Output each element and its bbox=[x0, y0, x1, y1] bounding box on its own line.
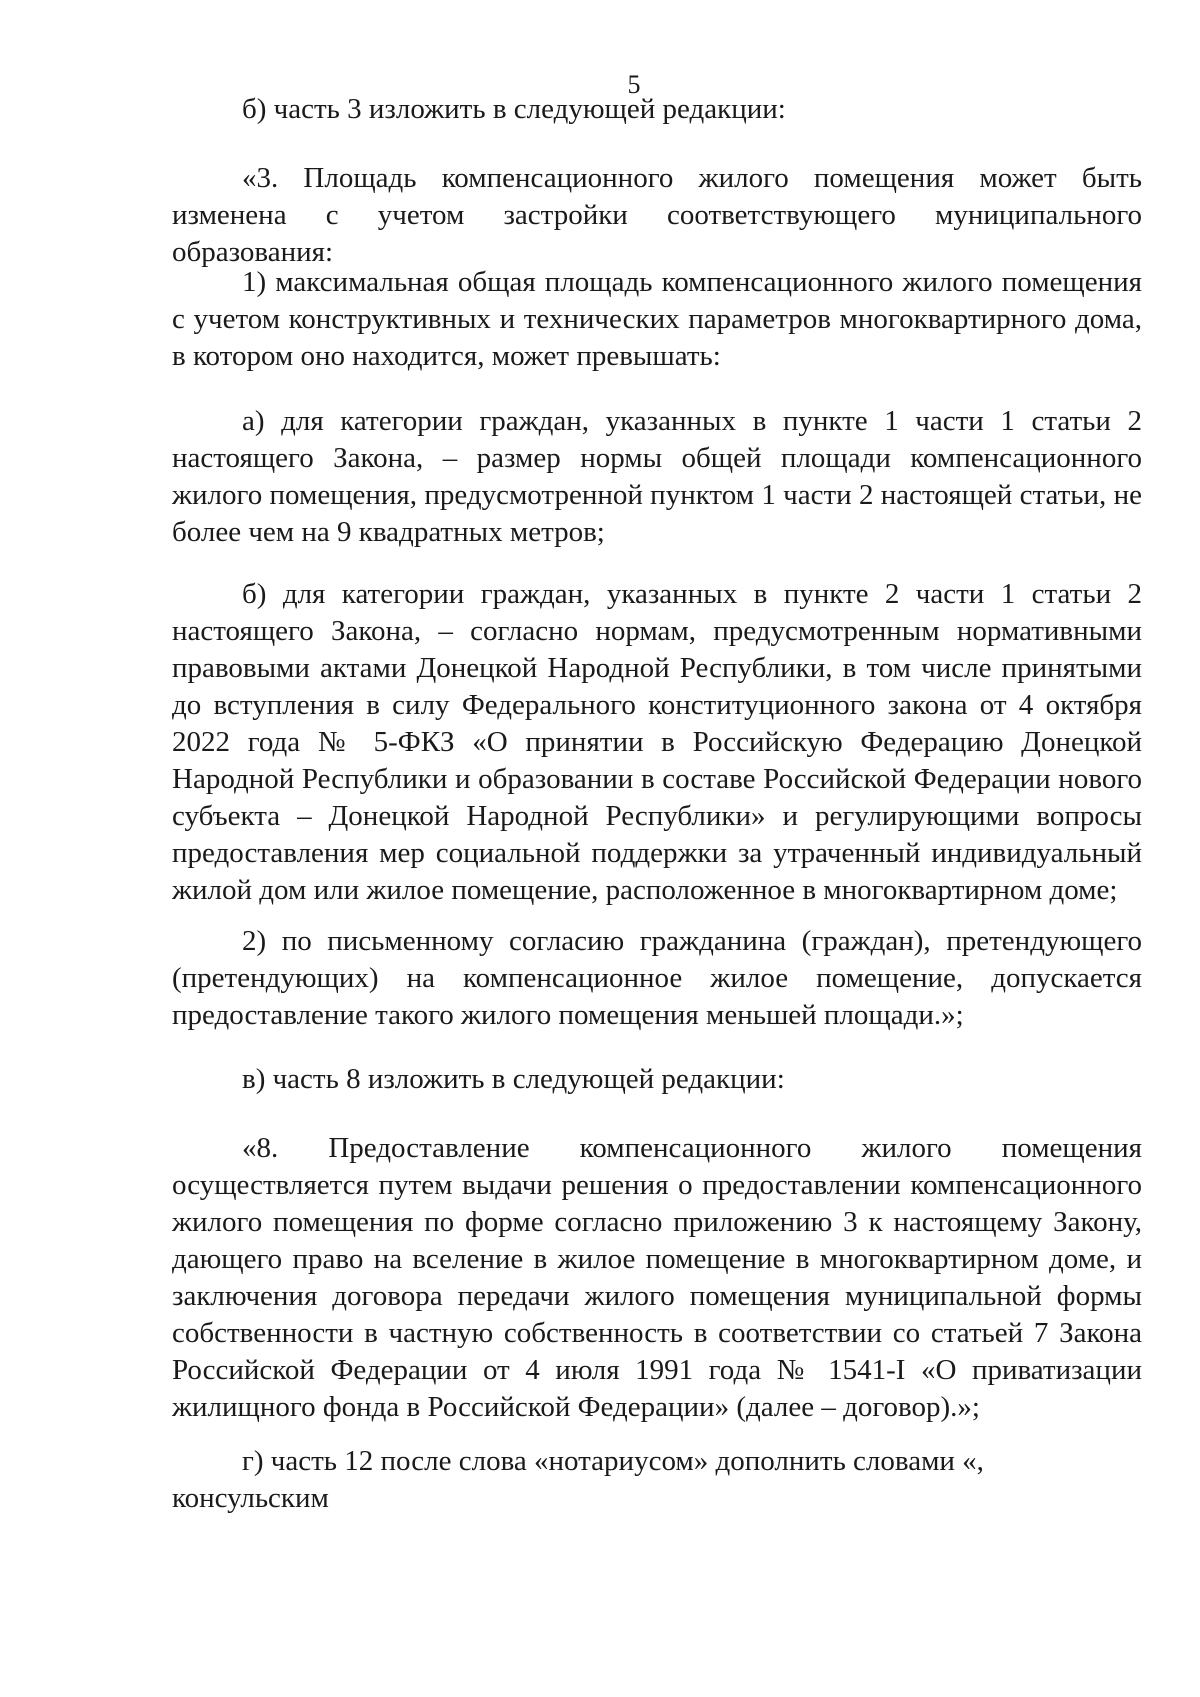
paragraph-item-1: 1) максимальная общая площадь компенсационного жилого помещения с учетом конструктивных и технических параметров многоквартирного дома, в котором оно находится, может превышать: bbox=[172, 266, 1142, 372]
paragraph-v-part8: в) часть 8 изложить в следующей редакции: bbox=[242, 1063, 785, 1095]
paragraph-item-a: а) для категории граждан, указанных в пункте 1 части 1 статьи 2 настоящего Закона, – размер нормы общей площади компенсационного жилого помещения, предусмотренной пунктом 1 части 2 настоящей статьи, не более чем на 9 квадратных метров; bbox=[172, 405, 1142, 548]
paragraph-g-part12: г) часть 12 после слова «нотариусом» дополнить словами «, консульским bbox=[172, 1445, 984, 1514]
paragraph-item-b: б) для категории граждан, указанных в пункте 2 части 1 статьи 2 настоящего Закона, – согласно нормам, предусмотренным нормативными правовыми актами Донецкой Народной Республики, в том числе принятыми до вступления в силу Федерального конституционного закона от 4 октября 2022 года № 5-ФКЗ «О принятии в Российскую Федерацию Донецкой Народной Республики и образовании в составе Российской Федерации нового субъекта – Донецкой Народной Республики» и регулирующими вопросы предоставления мер социальной поддержки за утраченный индивидуальный жилой дом или жилое помещение, расположенное в многоквартирном доме; bbox=[172, 578, 1142, 906]
paragraph-item-2: 2) по письменному согласию гражданина (граждан), претендующего (претендующих) на компенсационное жилое помещение, допускается предоставление такого жилого помещения меньшей площади.»; bbox=[172, 925, 1142, 1031]
paragraph-part8-text: «8. Предоставление компенсационного жилого помещения осуществляется путем выдачи решения о предоставлении компенсационного жилого помещения по форме согласно приложению 3 к настоящему Закону, дающего право на вселение в жилое помещение в многоквартирном доме, и заключения договора передачи жилого помещения муниципальной формы собственности в частную собственность в соответствии со статьей 7 Закона Российской Федерации от 4 июля 1991 года № 1541-I «О приватизации жилищного фонда в Российской Федерации» (далее – договор).»; bbox=[172, 1132, 1142, 1423]
paragraph-b-part3: б) часть 3 изложить в следующей редакции: bbox=[242, 93, 786, 125]
paragraph-part3-text: «3. Площадь компенсационного жилого помещения может быть изменена с учетом застройки соответствующего муниципального образования: bbox=[172, 162, 1142, 268]
page-number: 5 bbox=[627, 70, 641, 99]
